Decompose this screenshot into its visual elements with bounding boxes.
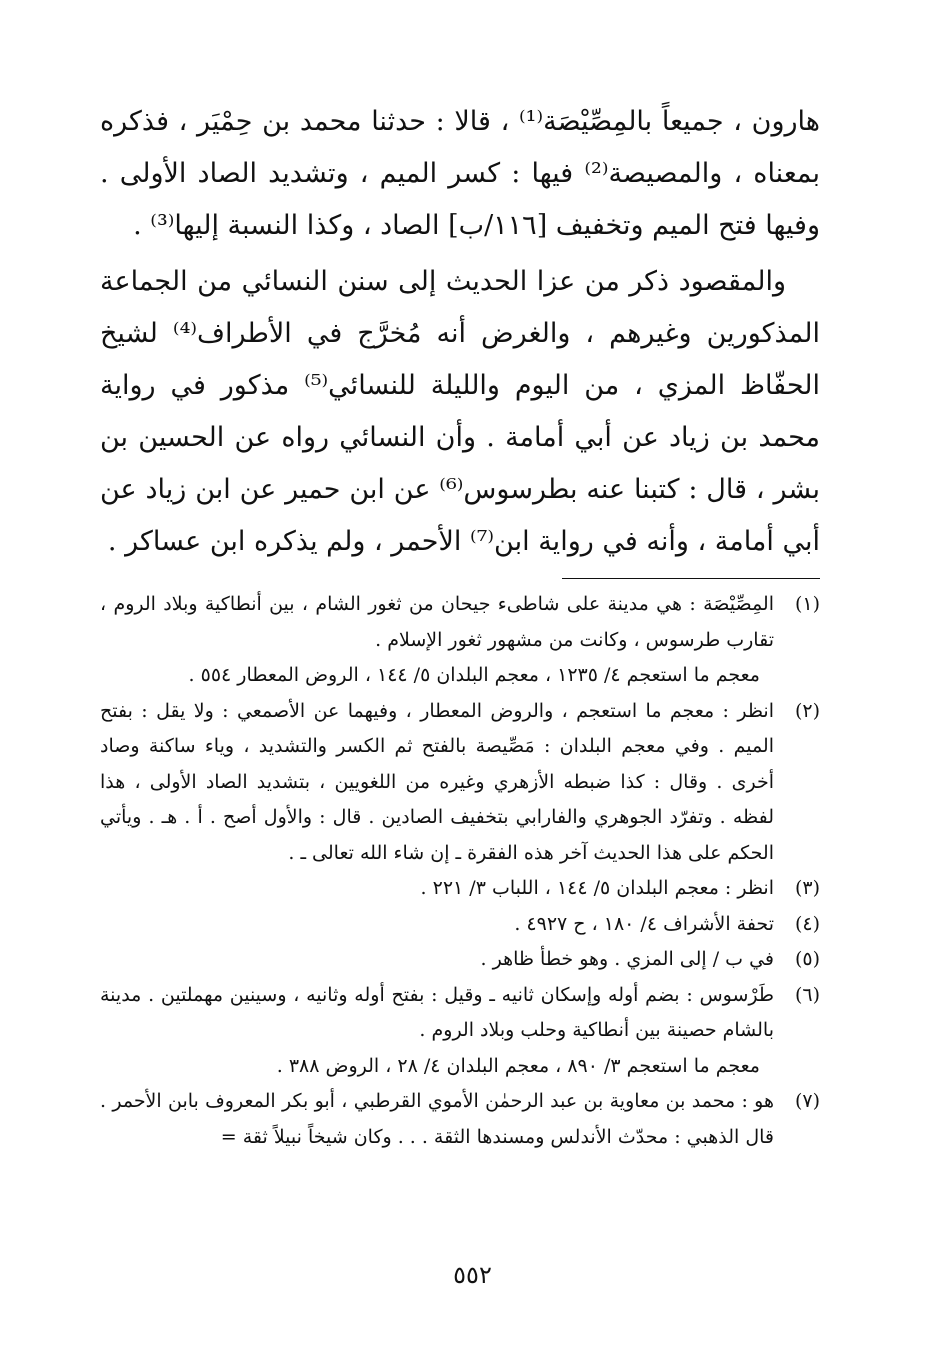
footnote-number: (٥) <box>794 948 820 970</box>
main-paragraph-2: والمقصود ذكر من عزا الحديث إلى سنن النسائي من الجماعة المذكورين وغيرهم ، والغرض أنه مُخرَّج في الأطراف⁽⁴⁾ لشيخ الحفّاظ المزي ، من اليوم والليلة للنسائي⁽⁵⁾ مذكور في رواية محمد بن زياد عن أبي أمامة . وأن النسائي رواه عن الحسين بن بشر ، قال : كتبنا عنه بطرسوس⁽⁶⁾ عن ابن حمير عن ابن زياد عن أبي أمامة ، وأنه في رواية ابن⁽⁷⁾ الأحمر ، ولم يذكره ابن عساكر . <box>100 266 821 557</box>
footnote-5 <box>100 942 820 978</box>
footnote-text: انظر : معجم ما استعجم ، والروض المعطار ، وفيهما عن الأصمعي : ولا يقل : بفتح الميم . وفي معجم البلدان : مَصِّيصة بالفتح ثم الكسر والتشديد ، وياء ساكنة وصاد أخرى . وقال : كذا ضبطه الأزهري وغيره من اللغويين ، بتشديد الصاد الأولى ، هذا لفظه . وتفرّد الجوهري والفارابي بتخفيف الصادين . قال : والأول أصح . أ . هـ . ويأتي الحكم على هذا الحديث آخر هذه الفقرة ـ إن شاء الله تعالى ـ . <box>100 699 774 864</box>
footnote-number: (٦) <box>794 983 820 1006</box>
footnotes <box>100 587 820 1155</box>
page-number: ٥٥٢ <box>453 1261 492 1289</box>
footnote-1 <box>100 587 820 694</box>
footnote-number: (٧) <box>794 1090 820 1112</box>
footnote-number: (٤) <box>794 912 820 935</box>
footnote-text: معجم ما استعجم ٣/ ٨٩٠ ، معجم البلدان ٤/ ٢٨ ، الروض ٣٨٨ . <box>276 1054 760 1077</box>
main-text <box>100 96 820 568</box>
page-content <box>100 96 820 1155</box>
footnote-number: (٣) <box>794 877 820 899</box>
footnote-number: (٢) <box>794 699 820 722</box>
footnote-text: المِصِّيْصَة : هي مدينة على شاطىء جيحان من ثغور الشام ، بين أنطاكية وبلاد الروم ، تقارب طرسوس ، وكانت من مشهور ثغور الإسلام . <box>100 593 774 651</box>
footnote-text: انظر : معجم البلدان ٥/ ١٤٤ ، اللباب ٣/ ٢٢١ . <box>420 877 774 899</box>
footnote-2 <box>100 694 820 872</box>
footnote-3 <box>100 871 820 907</box>
footnote-number: (١) <box>794 593 820 615</box>
footnote-text: في ب / إلى المزي . وهو خطأ ظاهر . <box>480 948 774 970</box>
footnote-text: هو : محمد بن معاوية بن عبد الرحمٰن الأموي القرطبي ، أبو بكر المعروف بابن الأحمر . قال الذهبي : محدّث الأندلس ومسندها الثقة . . . وكان شيخاً نبيلاً ثقة = <box>100 1090 774 1148</box>
footnote-text: طَرْسوس : بضم أوله وإسكان ثانيه ـ وقيل : بفتح أوله وثانيه ، وسينين مهملتين . مدينة بالشام حصينة بين أنطاكية وحلب وبلاد الروم . <box>100 983 774 1041</box>
main-paragraph-1: هارون ، جميعاً بالمِصِّيْصَة⁽¹⁾ ، قالا : حدثنا محمد بن حِمْيَر ، فذكره بمعناه ، والمصيصة⁽²⁾ فيها : كسر الميم ، وتشديد الصاد الأولى . وفيها فتح الميم وتخفيف [١١٦/ب] الصاد ، وكذا النسبة إليها⁽³⁾ . <box>100 106 820 241</box>
footnote-7 <box>100 1084 820 1155</box>
footnote-4 <box>100 907 820 943</box>
footnote-text: معجم ما استعجم ٤/ ١٢٣٥ ، معجم البلدان ٥/ ١٤٤ ، الروض المعطار ٥٥٤ . <box>188 664 760 686</box>
footnote-divider <box>562 578 820 579</box>
footnote-text: تحفة الأشراف ٤/ ١٨٠ ، ح ٤٩٢٧ . <box>514 912 774 935</box>
footnote-6 <box>100 978 820 1085</box>
